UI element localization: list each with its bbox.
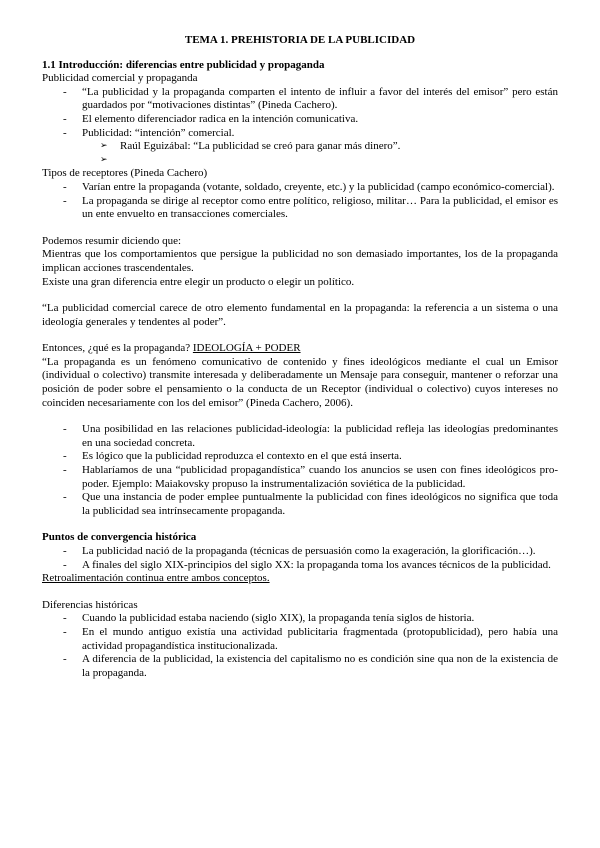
arrow-list — [42, 140, 558, 167]
paragraph: Existe una gran diferencia entre elegir un producto o elegir un político. — [42, 275, 355, 288]
quote-paragraph: “La publicidad comercial carece de otro elemento fundamental en la propaganda: la referencia a un sistema o una ideología generales y tendentes al poder”. — [42, 302, 558, 328]
list-item: - Una posibilidad en las relaciones publicidad-ideología: la publicidad refleja las ideologías predominantes en una sociedad concreta. — [42, 423, 558, 450]
list-item: - La propaganda se dirige al receptor como entre político, religioso, militar… Para la publicidad, el emisor es un ente envuelto en transacciones comerciales. — [42, 195, 558, 222]
list-item: - En el mundo antiguo existía una actividad publicitaria fragmentada (protopublicidad), pero había una actividad propagandística institucionalizada. — [42, 626, 558, 653]
paragraph: Mientras que los comportamientos que persigue la publicidad no son demasiado importantes, los de la propaganda implican acciones trascendentales. — [42, 248, 558, 274]
list-item: - Varían entre la propaganda (votante, soldado, creyente, etc.) y la publicidad (campo económico-comercial). — [42, 181, 558, 195]
list-item: - Cuando la publicidad estaba naciendo (siglo XIX), la propaganda tenía siglos de historia. — [42, 612, 558, 626]
underlined-paragraph: Retroalimentación continua entre ambos conceptos. — [42, 572, 270, 585]
underlined-term: IDEOLOGÍA + PODER — [192, 342, 301, 355]
list-item: - A finales del siglo XIX-principios del siglo XX: la propaganda toma los avances técnicos de la publicidad. — [42, 559, 558, 573]
list-item: - Es lógico que la publicidad reproduzca el contexto en el que está inserta. — [42, 450, 558, 464]
section-heading: Puntos de convergencia histórica — [42, 531, 197, 544]
list-item: - El elemento diferenciador radica en la intención comunicativa. — [42, 113, 558, 127]
question-text: Entonces, ¿qué es la propaganda? — [42, 342, 193, 355]
bullet-list — [42, 423, 558, 518]
list-item: - La publicidad nació de la propaganda (técnicas de persuasión como la exageración, la glorificación…). — [42, 545, 558, 559]
page-title: TEMA 1. PREHISTORIA DE LA PUBLICIDAD — [184, 34, 416, 46]
document-page — [42, 34, 558, 680]
section-heading: 1.1 Introducción: diferencias entre publicidad y propaganda — [42, 58, 325, 71]
paragraph: Diferencias históricas — [42, 598, 138, 611]
bullet-list — [42, 181, 558, 222]
list-item: - Publicidad: “intención” comercial. — [42, 127, 558, 141]
bullet-list — [42, 612, 558, 680]
paragraph: Podemos resumir diciendo que: — [42, 234, 182, 247]
list-item: - “La publicidad y la propaganda comparten el intento de influir a favor del interés del emisor” pero están guardados por “motivaciones distintas” (Pineda Cachero). — [42, 86, 558, 113]
arrow-item: ➢ Raúl Eguizábal: “La publicidad se creó para ganar más dinero”. — [42, 140, 558, 154]
paragraph: Tipos de receptores (Pineda Cachero) — [42, 167, 208, 180]
paragraph — [42, 342, 558, 356]
arrow-item — [42, 154, 558, 168]
bullet-list — [42, 86, 558, 140]
list-item: - Hablaríamos de una “publicidad propagandística” cuando los anuncios se usen con fines ideológicos pro-poder. Ejemplo: Maiakovsky propuso la instrumentalización soviética de la publicidad. — [42, 464, 558, 491]
definition-quote: “La propaganda es un fenómeno comunicativo de contenido y fines ideológicos mediante el cual un Emisor (individual o colectivo) transmite interesada y deliberadamente un Mensaje para conseguir, mantener o reforzar una posición de poder sobre el pensamiento o la conducta de un Receptor (individual o colectivo) cuyos intereses no coinciden necesariamente con los del emisor” (Pineda Cachero, 2006). — [42, 355, 558, 409]
subheading: Publicidad comercial y propaganda — [42, 72, 198, 85]
list-item: - Que una instancia de poder emplee puntualmente la publicidad con fines ideológicos no significa que toda la publicidad sea intrínsecamente propaganda. — [42, 491, 558, 518]
list-item: - A diferencia de la publicidad, la existencia del capitalismo no es condición sine qua non de la existencia de la propaganda. — [42, 653, 558, 680]
bullet-list — [42, 545, 558, 572]
